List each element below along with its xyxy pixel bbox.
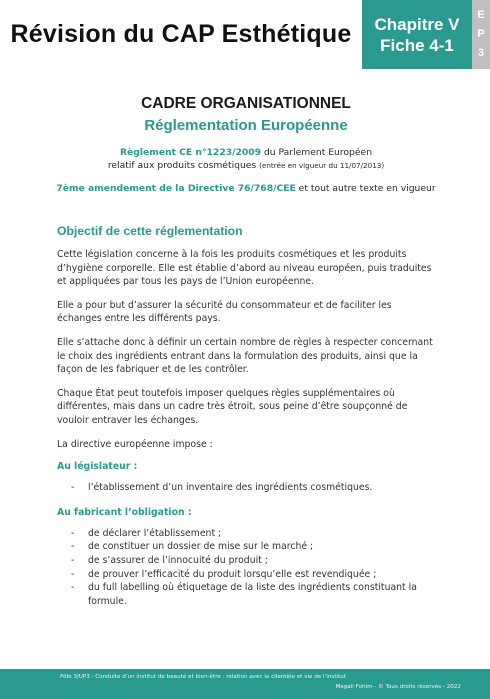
paragraph: Cette législation concerne à la fois les produits cosmétiques et les produits d’hygiène corporelle. Elle est établie d’abord au niveau européen, puis traduites et appliquées par tous les pays de l’Union européenne. (57, 249, 432, 288)
document-title: CADRE ORGANISATIONNEL (141, 95, 351, 112)
regulation-note: (entrée en vigueur du 11/07/2013) (259, 161, 385, 170)
paragraph: Elle a pour but d’assurer la sécurité du consommateur et de faciliter les échanges entre les différents pays. (57, 299, 392, 325)
chapter-badge (362, 0, 472, 69)
paragraph: Chaque État peut toutefois imposer quelques règles supplémentaires où différentes, mais dans un cadre très étroit, sous peine d’être soupçonné de vouloir entraver les échanges. (57, 387, 408, 426)
list-item: - du full labelling où étiquetage de la liste des ingrédients constituant la formule. (71, 581, 435, 608)
paragraph: Elle s’attache donc à définir un certain nombre de règles à respecter concernant le choix des ingrédients entrant dans la formulation des produits, ainsi que la façon de les fabriquer et de les contrôler. (57, 336, 433, 376)
directive-ref: 7ème amendement de la Directive 76/768/CEE (56, 183, 296, 194)
footer-copyright: Magali Fohim - © Tous droits réservés - 2022 (335, 684, 461, 690)
ep-letter: E (477, 9, 485, 21)
document-body (57, 95, 435, 620)
ep-letter: 3 (477, 47, 485, 59)
header-title-area (0, 0, 362, 69)
page-header (0, 0, 490, 69)
ep-tab (472, 0, 490, 69)
manufacturer-list (71, 527, 435, 609)
directive-reference (47, 182, 445, 195)
list-item: - de déclarer l’établissement ; (71, 527, 435, 541)
list-item: - de constituer un dossier de mise sur le marché ; (71, 540, 435, 554)
objective-heading: Objectif de cette réglementation (57, 224, 243, 238)
header-title: Révision du CAP Esthétique (10, 20, 352, 48)
ep-letter: P (477, 28, 485, 40)
list-item: - de prouver l’efficacité du produit lorsqu’elle est revendiquée ; (71, 568, 435, 582)
page-footer (0, 669, 490, 699)
directive-text: et tout autre texte en vigueur (295, 183, 436, 194)
document-subtitle: Réglementation Européenne (144, 117, 348, 134)
footer-course-line: Pôle 3/UP3 : Conduite d’un institut de beauté et bien-être : relation avec la clientèle et vie de l’institut (60, 674, 347, 680)
paragraph: La directive européenne impose : (57, 438, 213, 450)
regulation-reference (57, 146, 435, 172)
list-item: - de s’assurer de l’innocuité du produit ; (71, 554, 435, 568)
chapter-label: Chapitre V (374, 14, 460, 34)
sheet-label: Fiche 4-1 (380, 35, 454, 55)
list-item: - l’établissement d’un inventaire des ingrédients cosmétiques. (71, 481, 435, 495)
legislator-list (71, 481, 435, 495)
regulation-ref: Règlement CE n°1223/2009 (119, 147, 262, 158)
regulation-text-2: relatif aux produits cosmétiques (107, 160, 260, 171)
manufacturer-heading: Au fabricant l’obligation : (57, 506, 192, 518)
regulation-text: du Parlement Européen (261, 147, 373, 158)
legislator-heading: Au législateur : (57, 461, 138, 473)
